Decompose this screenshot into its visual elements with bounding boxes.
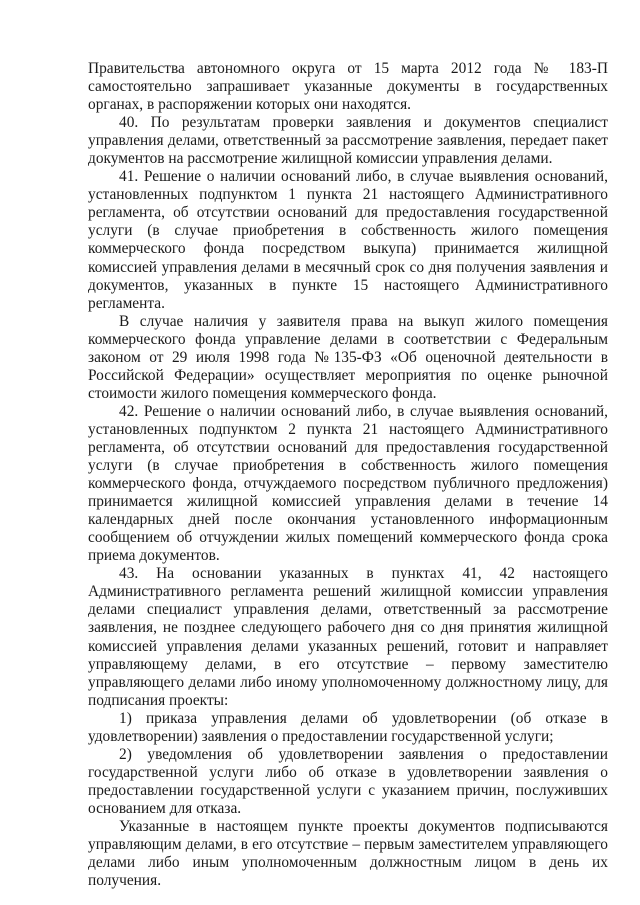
paragraph-40: 40. По результатам проверки заявления и документов специалист управления делами, ответственный за рассмотрение заявления, передает пакет документов на рассмотрение жилищной комиссии управления делами.	[88, 114, 608, 168]
paragraph-41: 41. Решение о наличии оснований либо, в случае выявления оснований, установленных подпунктом 1 пункта 21 настоящего Административного регламента, об отсутствии оснований для предоставления государственной услуги (в случае приобретения в собственность жилого помещения коммерческого фонда посредством выкупа) принимается жилищной комиссией управления делами в месячный срок со дня получения заявления и документов, указанных в пункте 15 настоящего Административного регламента.	[88, 168, 608, 312]
paragraph-43-signing: Указанные в настоящем пункте проекты документов подписываются управляющим делами, в его отсутствие – первым заместителем управляющего делами либо иным уполномоченным должностным лицом в день их получения.	[88, 817, 608, 890]
paragraph-43-item-1: 1) приказа управления делами об удовлетворении (об отказе в удовлетворении) заявления о предоставлении государственной услуги;	[88, 709, 608, 745]
paragraph-continuation: Правительства автономного округа от 15 марта 2012 года № 183-П самостоятельно запрашивает указанные документы в государственных органах, в распоряжении которых они находятся.	[88, 60, 608, 114]
paragraph-41-valuation: В случае наличия у заявителя права на выкуп жилого помещения коммерческого фонда управление делами в соответствии с Федеральным законом от 29 июля 1998 года №135-ФЗ «Об оценочной деятельности в Российской Федерации» осуществляет мероприятия по оценке рыночной стоимости жилого помещения коммерческого фонда.	[88, 312, 608, 402]
paragraph-43-item-2: 2) уведомления об удовлетворении заявления о предоставлении государственной услуги либо об отказе в удовлетворении заявления о предоставлении государственной услуги с указанием причин, послуживших основанием для отказа.	[88, 745, 608, 817]
paragraph-43: 43. На основании указанных в пунктах 41, 42 настоящего Административного регламента решений жилищной комиссии управления делами специалист управления делами, ответственный за рассмотрение заявления, не позднее следующего рабочего дня со дня принятия жилищной комиссией управления делами указанных решений, готовит и направляет управляющему делами, в его отсутствие – первому заместителю управляющего делами либо иному уполномоченному должностному лицу, для подписания проекты:	[88, 565, 608, 709]
document-body	[88, 60, 608, 890]
paragraph-42: 42. Решение о наличии оснований либо, в случае выявления оснований, установленных подпунктом 2 пункта 21 настоящего Административного регламента, об отсутствии оснований для предоставления государственной услуги (в случае приобретения в собственность жилого помещения коммерческого фонда, отчуждаемого посредством публичного предложения) принимается жилищной комиссией управления делами в течение 14 календарных дней после окончания установленного информационным сообщением об отчуждении жилых помещений коммерческого фонда срока приема документов.	[88, 402, 608, 565]
